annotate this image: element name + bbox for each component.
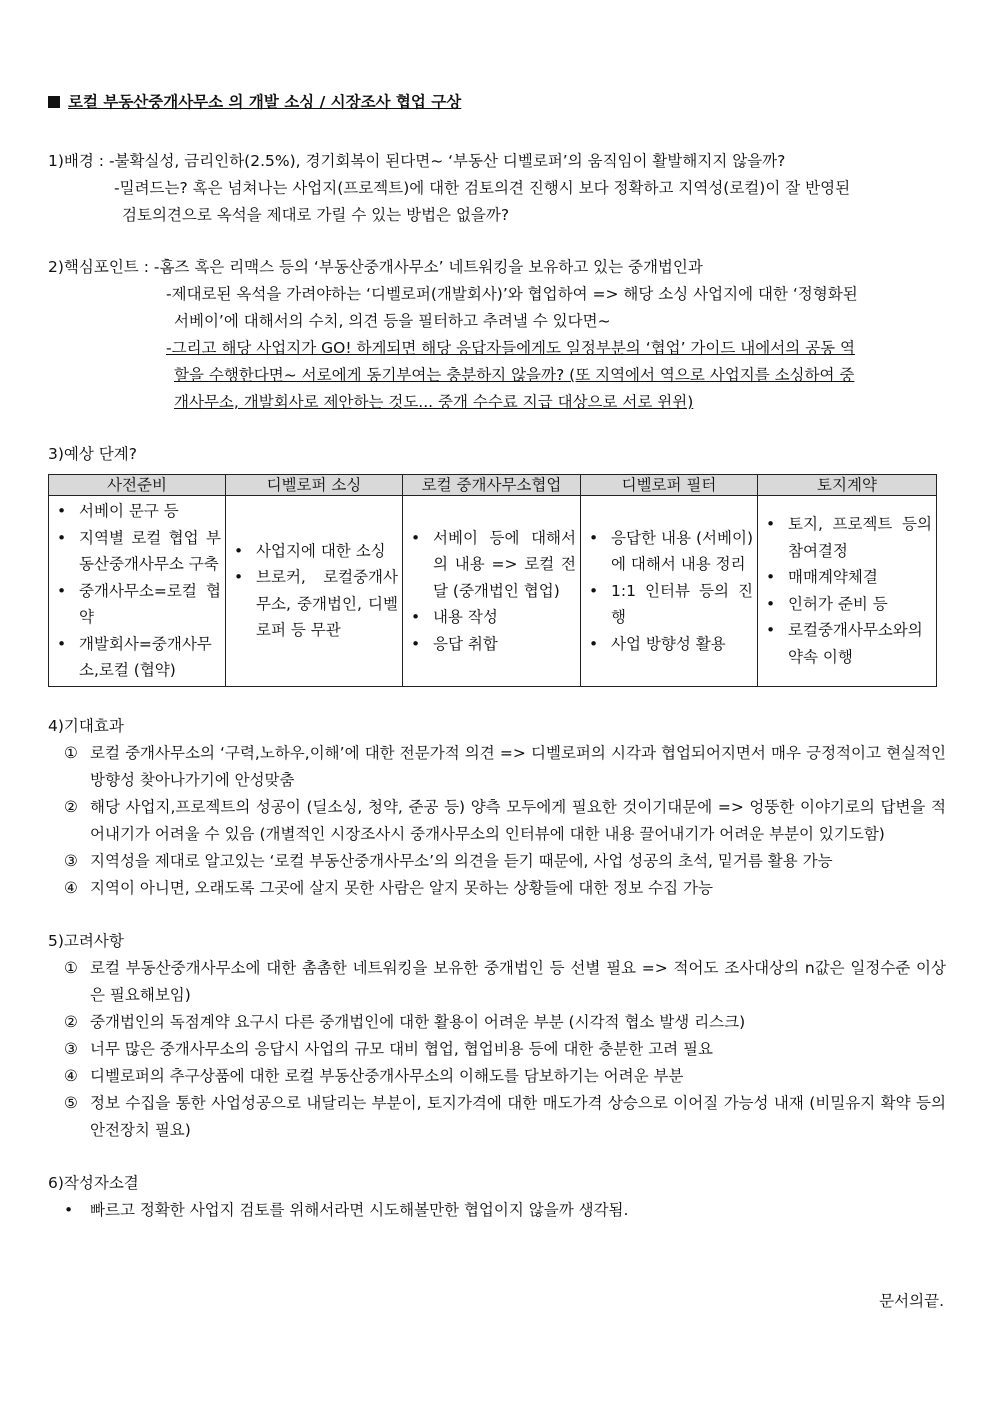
section-effects — [48, 713, 946, 902]
end-of-document: 문서의끝. — [879, 1292, 944, 1310]
section-steps — [48, 441, 946, 687]
background-line-1: 1)배경 : -불확실성, 금리인하(2.5%), 경기회복이 된다면~ ‘부동산 디벨로퍼’의 움직임이 활발해지지 않을까? — [48, 152, 786, 170]
core-line-1: 2)핵심포인트 : -홈즈 혹은 리맥스 등의 ‘부동산중개사무소’ 네트워킹을 보유하고 있는 중개법인과 — [48, 258, 703, 276]
steps-table — [48, 474, 937, 687]
header-cell: 토지계약 — [758, 475, 937, 496]
list-item: • 1:1 인터뷰 등의 진행 — [611, 578, 753, 631]
section-label: 1)배경 : — [48, 152, 109, 170]
list-item: • 로컬중개사무소와의 약속 이행 — [788, 617, 932, 670]
steps-cell-collab — [403, 496, 581, 687]
list-item: • 서베이 문구 등 — [79, 498, 221, 525]
background-line-2: -밀려드는? 혹은 넘쳐나는 사업지(프로젝트)에 대한 검토의견 진행시 보다 정확하고 지역성(로컬)이 잘 반영된 — [114, 179, 851, 197]
list-item: • 내용 작성 — [433, 604, 576, 631]
list-item: • 중개사무소=로컬 협약 — [79, 578, 221, 631]
author-label: 6)작성자소결 — [48, 1173, 139, 1192]
steps-header-row — [49, 475, 937, 496]
list-item: ① 로컬 부동산중개사무소에 대한 촘촘한 네트워킹을 보유한 중개법인 등 선별 필요 => 적어도 조사대상의 n값은 일정수준 이상은 필요해보임) — [64, 958, 946, 1004]
core-line-3: 서베이’에 대해서의 수치, 의견 등을 필터하고 추려낼 수 있다면~ — [174, 312, 611, 330]
list-item: ④ 디벨로퍼의 추구상품에 대한 로컬 부동산중개사무소의 이해도를 담보하기는 어려운 부분 — [64, 1066, 684, 1085]
list-item: • 개발회사=중개사무소,로컬 (협약) — [79, 631, 221, 684]
header-cell: 로컬 중개사무소협업 — [403, 475, 581, 496]
list-item: ② 해당 사업지,프로젝트의 성공이 (딜소싱, 청약, 준공 등) 양측 모두에게 필요한 것이기대문에 => 엉뚱한 이야기로의 답변을 적어내기가 어려울 수 있음 (개별적인 시장조사시 중개사무소의 인터뷰에 대한 내용 끌어내기가 어려운 부분이 있기도함) — [64, 797, 946, 843]
core-line-5: 할을 수행한다면~ 서로에게 동기부여는 충분하지 않을까? (또 지역에서 역으로 사업지를 소싱하여 중 — [174, 366, 855, 384]
list-item: • 브로커, 로컬중개사무소, 중개법인, 디벨로퍼 등 무관 — [256, 564, 398, 644]
document-body — [48, 88, 946, 1224]
list-item: • 서베이 등에 대해서의 내용 => 로컬 전달 (중개법인 협업) — [433, 525, 576, 605]
section-background — [48, 148, 946, 229]
steps-label: 3)예상 단계? — [48, 445, 137, 463]
header-cell: 사전준비 — [49, 475, 226, 496]
considerations-list — [48, 955, 946, 1144]
author-list — [48, 1197, 946, 1224]
header-cell: 디벨로퍼 소싱 — [226, 475, 403, 496]
list-item: ③ 지역성을 제대로 알고있는 ‘로컬 부동산중개사무소’의 의견을 듣기 때문에, 사업 성공의 초석, 밑거름 활용 가능 — [64, 851, 833, 870]
list-item: ② 중개법인의 독점계약 요구시 다른 중개법인에 대한 활용이 어려운 부분 (시각적 협소 발생 리스크) — [64, 1012, 746, 1031]
document-title — [48, 88, 946, 116]
steps-cell-sourcing — [226, 496, 403, 687]
core-line-4: -그리고 해당 사업지가 GO! 하게되면 해당 응답자들에게도 일정부분의 ‘협업’ 가이드 내에서의 공동 역 — [166, 339, 855, 357]
list-item: • 지역별 로컬 협업 부동산중개사무소 구축 — [79, 525, 221, 578]
section-label: 2)핵심포인트 : — [48, 258, 154, 276]
section-author — [48, 1170, 946, 1224]
list-item: • 응답 취합 — [433, 631, 576, 658]
steps-body-row — [49, 496, 937, 687]
list-item: ③ 너무 많은 중개사무소의 응답시 사업의 규모 대비 협업, 협업비용 등에 대한 충분한 고려 필요 — [64, 1039, 713, 1058]
header-cell: 디벨로퍼 필터 — [581, 475, 758, 496]
effects-label: 4)기대효과 — [48, 716, 124, 735]
list-item: • 토지, 프로젝트 등의 참여결정 — [788, 511, 932, 564]
list-item: • 인허가 준비 등 — [788, 591, 932, 618]
list-item: • 빠르고 정확한 사업지 검토를 위해서라면 시도해볼만한 협업이지 않을까 생각됨. — [48, 1197, 946, 1224]
list-item: • 매매계약체결 — [788, 564, 932, 591]
effects-list — [48, 740, 946, 902]
steps-cell-prep — [49, 496, 226, 687]
considerations-label: 5)고려사항 — [48, 931, 124, 950]
list-item: • 응답한 내용 (서베이)에 대해서 내용 정리 — [611, 525, 753, 578]
core-line-2: -제대로된 옥석을 가려야하는 ‘디벨로퍼(개발회사)’와 협업하여 => 해당 소싱 사업지에 대한 ‘정형화된 — [166, 285, 858, 303]
section-core — [48, 254, 946, 416]
square-bullet-icon — [48, 96, 60, 108]
core-line-6: 개사무소, 개발회사로 제안하는 것도... 중개 수수료 지급 대상으로 서로 윈윈) — [174, 393, 694, 411]
list-item: ① 로컬 중개사무소의 ‘구력,노하우,이해’에 대한 전문가적 의견 => 디벨로퍼의 시각과 협업되어지면서 매우 긍정적이고 현실적인 방향성 찾아나가기에 안성맞춤 — [64, 743, 946, 789]
list-item: ④ 지역이 아니면, 오래도록 그곳에 살지 못한 사람은 알지 못하는 상황들에 대한 정보 수집 가능 — [64, 878, 713, 897]
list-item: ⑤ 정보 수집을 통한 사업성공으로 내달리는 부분이, 토지가격에 대한 매도가격 상승으로 이어질 가능성 내재 (비밀유지 확약 등의 안전장치 필요) — [64, 1093, 946, 1139]
section-considerations — [48, 928, 946, 1144]
steps-cell-contract — [758, 496, 937, 687]
title-text: 로컬 부동산중개사무소 의 개발 소싱 / 시장조사 협업 구상 — [68, 93, 462, 111]
steps-cell-filter — [581, 496, 758, 687]
background-line-3: 검토의견으로 옥석을 제대로 가릴 수 있는 방법은 없을까? — [122, 206, 510, 224]
list-item: • 사업지에 대한 소싱 — [256, 538, 398, 565]
list-item: • 사업 방향성 활용 — [611, 631, 753, 658]
